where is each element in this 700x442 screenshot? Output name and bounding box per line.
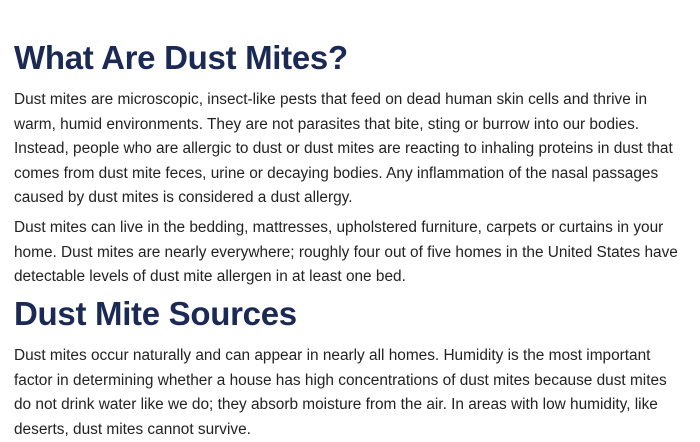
- paragraph-habitat: Dust mites can live in the bedding, mattresses, upholstered furniture, carpets or curtains in your home. Dust mites are nearly everywhere; roughly four out of five homes in the United States have detectable levels of dust mite allergen in at least one bed.: [14, 219, 678, 286]
- paragraph-definition: Dust mites are microscopic, insect-like pests that feed on dead human skin cells and thrive in warm, humid environments. They are not parasites that bite, sting or burrow into our bodies. Instead, people who are allergic to dust or dust mites are reacting to inhaling proteins in dust that comes from dust mite feces, urine or decaying bodies. Any inflammation of the nasal passages caused by dust mites is considered a dust allergy.: [14, 91, 673, 207]
- section-heading-what-are-dust-mites: What Are Dust Mites?: [14, 39, 348, 76]
- section-heading-dust-mite-sources: Dust Mite Sources: [14, 295, 297, 332]
- paragraph-sources: Dust mites occur naturally and can appear in nearly all homes. Humidity is the most important factor in determining whether a house has high concentrations of dust mites because dust mites do not drink water like we do; they absorb moisture from the air. In areas with low humidity, like deserts, dust mites cannot survive.: [14, 347, 667, 438]
